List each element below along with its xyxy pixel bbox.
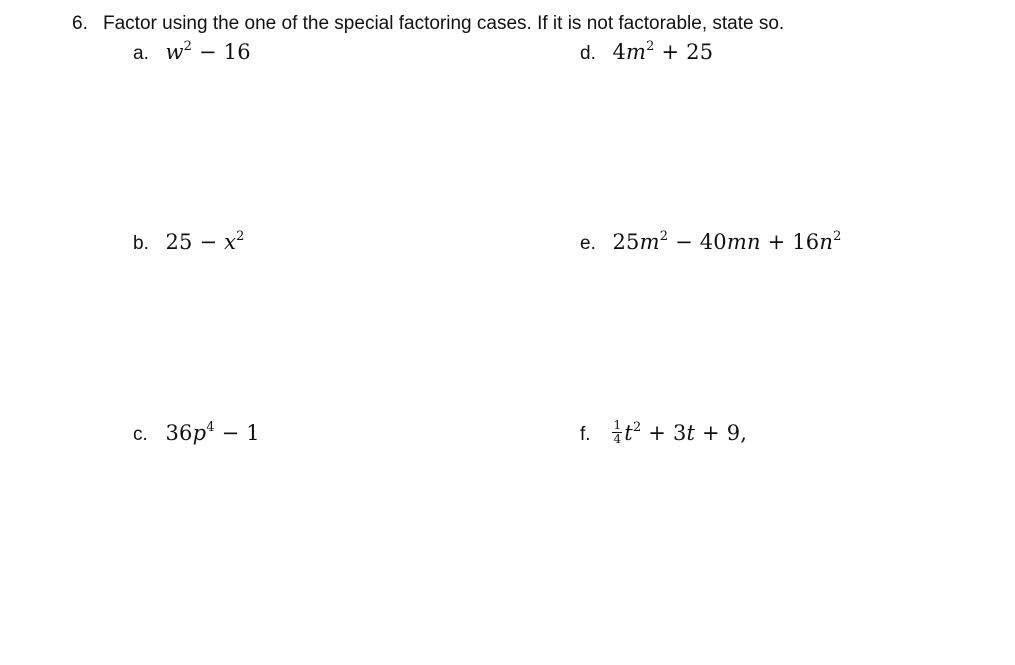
problem-label: d. — [580, 43, 596, 64]
expression-d: $4m^2 + 25$ — [612, 39, 714, 64]
problem-label: b. — [133, 233, 149, 254]
problem-label: e. — [580, 233, 596, 254]
question-number: 6. — [72, 13, 88, 34]
expression-e: $25m^2 - 40mn + 16n^2$ — [612, 229, 842, 254]
problem-e — [580, 230, 842, 255]
question-6 — [72, 13, 784, 35]
problem-label: f. — [580, 424, 591, 445]
problem-c — [133, 421, 260, 446]
fraction: $\frac{1}{4}$ — [613, 418, 622, 446]
expression-a: $w^2 - 16$ — [165, 39, 251, 64]
question-prompt: Factor using the one of the special factoring cases. If it is not factorable, state so. — [103, 13, 785, 34]
expression-b: $25 - x^2$ — [165, 229, 245, 254]
problem-label: c. — [133, 424, 148, 445]
problem-d — [580, 40, 713, 65]
problem-a — [133, 40, 251, 65]
expression-f: $\frac{1}{4}$ $t^2 + 3t + 9$, — [613, 418, 748, 446]
problem-b — [133, 230, 245, 255]
expression-c: $36p^4 - 1$ — [165, 420, 260, 445]
problem-label: a. — [133, 43, 149, 64]
problem-f — [580, 418, 748, 448]
